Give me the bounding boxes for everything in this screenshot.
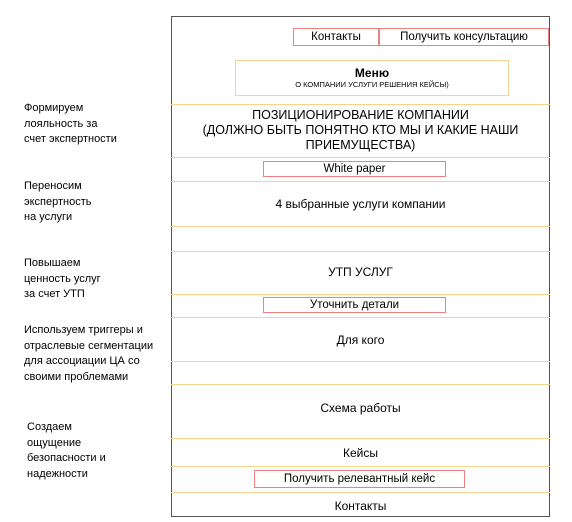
usp-block: УТП УСЛУГ	[328, 265, 393, 279]
menu-items[interactable]: О КОМПАНИИ УСЛУГИ РЕШЕНИЯ КЕЙСЫ)	[295, 80, 449, 89]
note-loyalty: Формируем лояльность за счет экспертности	[24, 102, 117, 145]
section-divider	[171, 438, 550, 439]
section-divider	[171, 466, 550, 467]
contacts-button[interactable]: Контакты	[293, 28, 379, 46]
menu-box[interactable]	[235, 60, 509, 96]
section-divider	[171, 226, 550, 227]
clarify-details-button[interactable]: Уточнить детали	[263, 297, 446, 313]
section-divider	[171, 361, 550, 362]
section-divider	[171, 157, 550, 158]
menu-title: Меню	[354, 66, 390, 80]
section-divider	[171, 104, 550, 105]
section-divider	[171, 492, 550, 493]
footer-contacts[interactable]: Контакты	[334, 499, 387, 513]
note-transfer: Переносим экспертность на услуги	[24, 180, 92, 223]
note-triggers: Используем триггеры и отраслевые сегментации для ассоциации ЦА со своими проблемами	[24, 324, 154, 383]
note-value: Повышаем ценность услуг за счет УТП	[24, 257, 101, 300]
consultation-button[interactable]: Получить консультацию	[379, 28, 549, 46]
positioning-block: ПОЗИЦИОНИРОВАНИЕ КОМПАНИИ (ДОЛЖНО БЫТЬ ПОНЯТНО КТО МЫ И КАКИЕ НАШИ ПРИЕМУЩЕСТВА)	[202, 108, 519, 152]
white-paper-button[interactable]: White paper	[263, 161, 446, 177]
get-case-button[interactable]: Получить релевантный кейс	[254, 470, 465, 488]
services-block: 4 выбранные услуги компании	[275, 197, 446, 211]
section-divider	[171, 384, 550, 385]
note-safety: Создаем ощущение безопасности и надежности	[27, 421, 106, 480]
cases-block: Кейсы	[343, 446, 378, 460]
section-divider	[171, 251, 550, 252]
section-divider	[171, 181, 550, 182]
section-divider	[171, 317, 550, 318]
scheme-block: Схема работы	[320, 401, 401, 415]
audience-block: Для кого	[336, 333, 385, 347]
section-divider	[171, 294, 550, 295]
